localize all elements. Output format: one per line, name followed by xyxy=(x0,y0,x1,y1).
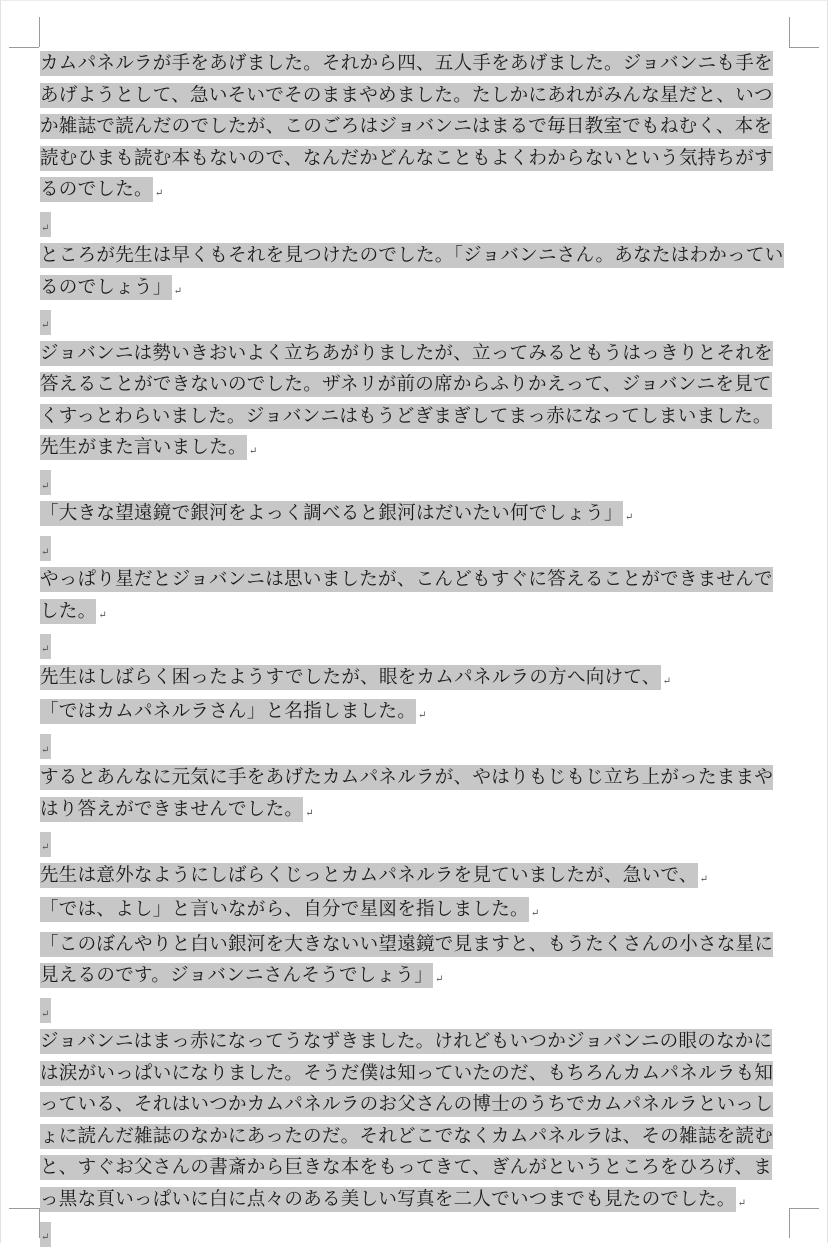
paragraph[interactable]: やっぱり星だとジョバンニは思いましたが、こんどもすぐに答えることができませんでした。 ↵ xyxy=(40,564,788,630)
paragraph[interactable]: ところが先生は早くもそれを見つけたのでした。「ジョバンニさん。あなたはわかっているのでしょう」 ↵ xyxy=(40,240,788,306)
paragraph[interactable]: 先生はしばらく困ったようすでしたが、眼をカムパネルラの方へ向けて、 ↵ xyxy=(40,662,788,697)
paragraph[interactable]: 「では、よし」と言いながら、自分で星図を指しました。 ↵ xyxy=(40,894,788,929)
paragraph-mark-icon: ↵ xyxy=(41,1008,50,1020)
empty-paragraph[interactable] xyxy=(40,995,788,1027)
paragraph-mark-icon: ↵ xyxy=(41,222,50,234)
paragraph-mark-icon: ↵ xyxy=(624,512,634,523)
paragraph-mark-icon: ↵ xyxy=(41,320,50,331)
paragraph-mark-icon: ↵ xyxy=(41,480,50,492)
crop-mark-bottom-right-h xyxy=(789,1208,819,1209)
paragraph[interactable]: するとあんなに元気に手をあげたカムパネルラが、やはりもじもじ立ち上がったままやはり答えができませんでした。 ↵ xyxy=(40,762,788,828)
paragraph[interactable]: 「このぼんやりと白い銀河を大きないい望遠鏡で見ますと、もうたくさんの小さな星に見えるのです。ジョバンニさんそうでしょう」 ↵ xyxy=(40,929,788,995)
paragraph-mark-icon: ↵ xyxy=(662,675,672,687)
crop-mark-top-right-h xyxy=(789,47,819,48)
paragraph[interactable]: ジョバンニはまっ赤になってうなずきました。けれどもいつかジョバンニの眼のなかには涙がいっぱいになりました。そうだ僕は知っていたのだ、もちろんカムパネルラも知っている、それはいつかカムパネルラのお父さんの博士のうちでカムパネルラといっしょに読んだ雑誌のなかにあったのだ。それどこでなくカムパネルラは、その雑誌を読むと、すぐお父さんの書斎から巨きな本をもってきて、ぎんがというところをひろげ、まっ黒な頁いっぱいに白に点々のある美しい写真を二人でいつまでも見たのでした。 ↵ xyxy=(40,1026,788,1218)
crop-mark-bottom-right-v xyxy=(789,1208,790,1238)
empty-paragraph[interactable] xyxy=(40,306,788,338)
paragraph-mark-icon: ↵ xyxy=(98,609,108,621)
paragraph-mark-icon: ↵ xyxy=(41,1232,50,1243)
paragraph[interactable]: 先生は意外なようにしばらくじっとカムパネルラを見ていましたが、急いで、 ↵ xyxy=(40,860,788,895)
paragraph-mark-icon: ↵ xyxy=(41,842,50,853)
crop-mark-top-left-h xyxy=(9,47,39,48)
paragraph-mark-icon: ↵ xyxy=(305,807,314,819)
document-body[interactable] xyxy=(40,48,788,1250)
paragraph[interactable]: ジョバンニは勢いきおいよく立ちあがりましたが、立ってみるともうはっきりとそれを答えることができないのでした。ザネリが前の席からふりかえって、ジョバンニを見てくすっとわらいました。ジョバンニはもうどぎまぎしてまっ赤になってしまいました。先生がまた言いました。 ↵ xyxy=(40,338,788,467)
paragraph-mark-icon: ↵ xyxy=(530,908,540,919)
paragraph-mark-icon: ↵ xyxy=(41,744,50,756)
paragraph-mark-icon: ↵ xyxy=(248,446,258,457)
paragraph-mark-icon: ↵ xyxy=(41,644,50,655)
paragraph[interactable]: カムパネルラが手をあげました。それから四、五人手をあげました。ジョバンニも手をあげようとして、急いそいでそのままやめました。たしかにあれがみんな星だと、いつか雑誌で読んだのでしたが、このごろはジョバンニはまるで毎日教室でもねむく、本を読むひまも読む本もないので、なんだかどんなこともよくわからないという気持ちがするのでした。 ↵ xyxy=(40,48,788,209)
paragraph-mark-icon: ↵ xyxy=(418,710,427,721)
empty-paragraph[interactable] xyxy=(40,828,788,860)
empty-paragraph[interactable] xyxy=(40,731,788,763)
paragraph-mark-icon: ↵ xyxy=(737,1197,747,1209)
paragraph-mark-icon: ↵ xyxy=(154,188,164,199)
paragraph[interactable]: 「大きな望遠鏡で銀河をよっく調べると銀河はだいたい何でしょう」 ↵ xyxy=(40,498,788,533)
empty-paragraph[interactable] xyxy=(40,209,788,241)
paragraph[interactable]: 「ではカムパネルラさん」と名指しました。 ↵ xyxy=(40,696,788,731)
paragraph-mark-icon: ↵ xyxy=(434,974,444,985)
paragraph-mark-icon: ↵ xyxy=(699,873,709,885)
paragraph-mark-icon: ↵ xyxy=(41,546,50,558)
crop-mark-bottom-left-h xyxy=(9,1208,39,1209)
crop-mark-top-left-v xyxy=(39,17,40,47)
empty-paragraph[interactable] xyxy=(40,467,788,499)
empty-paragraph[interactable] xyxy=(40,630,788,662)
paragraph-mark-icon: ↵ xyxy=(173,285,183,297)
empty-paragraph[interactable] xyxy=(40,1218,788,1250)
crop-mark-top-right-v xyxy=(789,17,790,47)
empty-paragraph[interactable] xyxy=(40,533,788,565)
